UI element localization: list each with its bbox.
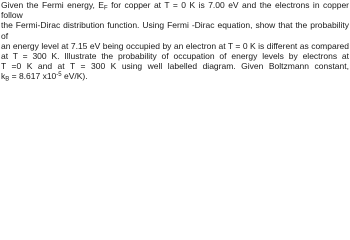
boltzmann-subscript: B <box>5 76 10 83</box>
question-line-1 <box>1 0 349 20</box>
boltzmann-exponent: -5 <box>56 72 62 79</box>
boltzmann-unit: eV/K). <box>61 71 88 82</box>
fermi-subscript: F <box>103 5 108 12</box>
line-1-rest: for copper at T = 0 K is 7.00 eV and the electrons in copper follow <box>1 0 350 21</box>
boltzmann-symbol: k <box>1 71 6 82</box>
question-line-5: T =0 K and at T = 300 K using well labelled diagram. Given Boltzmann constant, <box>1 61 349 72</box>
question-text <box>0 0 350 83</box>
boltzmann-value: = 8.617 x10 <box>9 71 57 82</box>
line-1-text: Given the Fermi energy, E <box>1 0 104 10</box>
question-line-2: the Fermi-Dirac distribution function. Using Fermi -Dirac equation, show that the probability of <box>1 20 349 41</box>
question-line-3: an energy level at 7.15 eV being occupied by an electron at T = 0 K is different as compared <box>1 40 349 51</box>
question-line-6 <box>1 71 349 81</box>
question-line-4: at T = 300 K. Illustrate the probability of occupation of energy levels by electrons at <box>1 51 349 62</box>
